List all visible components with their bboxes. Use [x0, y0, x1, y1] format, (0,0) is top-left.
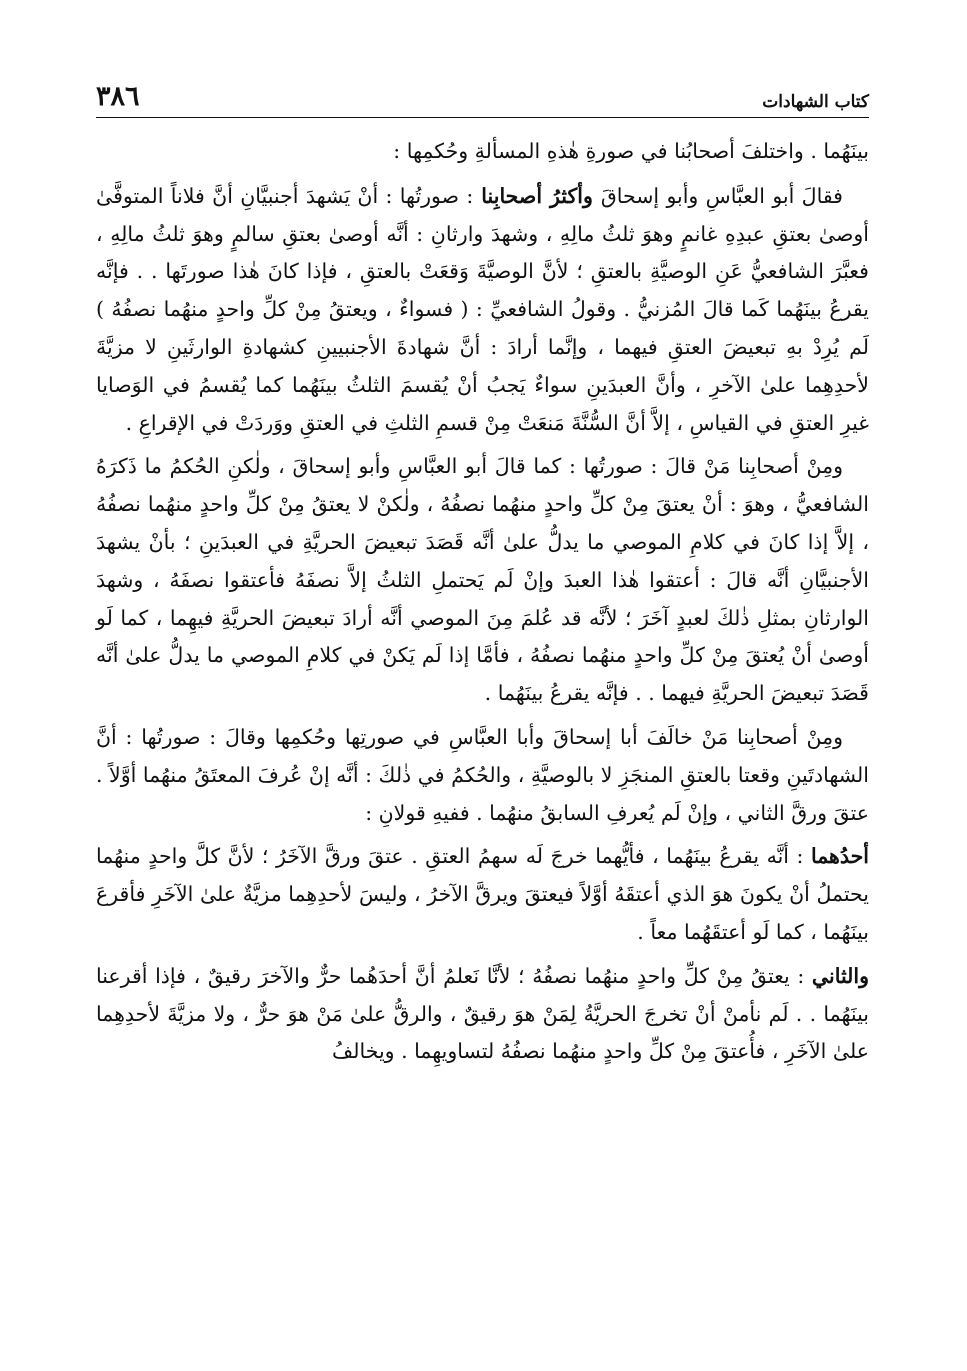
- book-title: كتاب الشهادات: [762, 92, 869, 112]
- paragraph: [96, 133, 869, 171]
- paragraph-lead: أحدُهما: [810, 844, 869, 869]
- paragraph-text: : يعتقُ مِنْ كلِّ واحدٍ منهُما نصفُهُ ؛ لأنَّا نَعلمُ أنَّ أحدَهُما حرٌّ والآخرَ رقيقٌ ، فإذا أقرعنا بينَهُما . . لَم نأمنْ أنْ تخرجَ الحريَّةُ لِمَنْ هوَ رقيقٌ ، والرقُّ علىٰ مَنْ هوَ حرٌّ ، ولا مزيَّةَ لأحدِهِما علىٰ الآخَرِ ، فأُعتقَ مِنْ كلِّ واحدٍ منهُما نصفُهُ لتساويهِما . ويخالفُ: [96, 963, 869, 1064]
- body-text: [96, 133, 869, 1077]
- paragraph: [96, 838, 869, 951]
- paragraph: [96, 958, 869, 1071]
- paragraph-text: بينَهُما . واختلفَ أصحابُنا في صورةِ هٰذهِ المسألةِ وحُكمِها :: [393, 139, 869, 163]
- paragraph-lead: والثاني: [811, 963, 869, 988]
- page-number: ٣٨٦: [96, 81, 140, 112]
- paragraph-text: : أنَّه يقرعُ بينَهُما ، فأيُّهما خرجَ لَه سهمُ العتقِ . عتقَ ورقَّ الآخَرُ ؛ لأنَّ كلَّ واحدٍ منهُما يحتملُ أنْ يكونَ هوَ الذي أعتقَهُ أوَّلاً فيعتقَ ويرقَّ الآخرُ ، وليسَ لأحدِهِما مزيَّةٌ علىٰ الآخَرِ فأقرعَ بينَهُما ، كما لَو أعتقَهُما معاً .: [96, 844, 869, 944]
- header-divider: [96, 117, 869, 118]
- emphasis-text: وأكثرُ أصحابِنا: [473, 183, 601, 208]
- paragraph: [96, 178, 869, 443]
- paragraph: [96, 719, 869, 832]
- paragraph-text: ومِنْ أصحابِنا مَنْ قالَ : صورتُها : كما قالَ أبو العبَّاسِ وأبو إسحاقَ ، ولٰكنِ الحُكمُ ما ذَكرَهُ الشافعيُّ ، وهوَ : أنْ يعتقَ مِنْ كلِّ واحدٍ منهُما نصفُهُ ، ولٰكنْ لا يعتقُ مِنْ كلِّ واحدٍ منهُما نصفُهُ ، إلاَّ إذا كانَ في كلامِ الموصي ما يدلُّ علىٰ أنَّه قَصَدَ تبعيضَ الحريَّةِ في العبدَينِ ؛ بأنْ يشهدَ الأجنبيَّانِ أنَّه قالَ : أعتقوا هٰذا العبدَ وإنْ لَم يَحتملِ الثلثُ إلاَّ نصفَهُ فأعتقوا نصفَهُ ، وشهدَ الوارثانِ بمثلِ ذٰلكَ لعبدٍ آخَرَ ؛ لأنَّه قد عُلمَ مِنَ الموصي أنَّه أرادَ تبعيضَ الحريَّةِ فيهِما ، كما لَو أوصىٰ أنْ يُعتقَ مِنْ كلِّ واحدٍ منهُما نصفُهُ ، فأمَّا إذا لَم يَكنْ في كلامِ الموصي ما يدلُّ علىٰ أنَّه قَصَدَ تبعيضَ الحريَّةِ فيهما . . فإنَّه يقرعُ بينَهُما .: [96, 454, 869, 706]
- paragraph-text: ومِنْ أصحابِنا مَنْ خالَفَ أبا إسحاقَ وأبا العبَّاسِ في صورتِها وحُكمِها وقالَ : صورتُها : أنَّ الشهادتَينِ وقعتا بالعتقِ المنجَزِ لا بالوصيَّةِ ، والحُكمُ في ذٰلكَ : أنَّه إنْ عُرفَ المعتَقُ منهُما أوَّلاً . عتقَ ورقَّ الثاني ، وإنْ لَم يُعرفِ السابقُ منهُما . ففيهِ قولانِ :: [96, 724, 869, 825]
- paragraph-text: : صورتُها : أنْ يَشهدَ أجنبيَّانِ أنَّ فلاناً المتوفَّىٰ أوصىٰ بعتقِ عبدِهِ غانمٍ وهوَ ثلثُ مالِهِ ، وشهدَ وارثانِ : أنَّه أوصىٰ بعتقِ سالمٍ وهوَ ثلثُ مالِهِ ، فعبَّرَ الشافعيُّ عَنِ الوصيَّةِ بالعتقِ ؛ لأنَّ الوصيَّةَ وَقعَتْ بالعتقِ ، فإذا كانَ هٰذا صورتَها . . فإنَّه يقرعُ بينَهُما كَما قالَ المُزنيُّ . وقولُ الشافعيِّ : ( فسواءٌ ، ويعتقُ مِنْ كلِّ واحدٍ منهُما نصفُهُ ) لَم يُرِدْ بهِ تبعيضَ العتقِ فيهما ، وإنَّما أرادَ : أنَّ شهادةَ الأجنبيينِ كشهادةِ الوارثَينِ لا مزيَّةَ لأحدِهِما علىٰ الآخرِ ، وأنَّ العبدَينِ سواءٌ يَجبُ أنْ يُقسمَ الثلثُ بينَهُما كما يُقسمُ في الوَصايا غيرِ العتقِ في القياسِ ، إلاَّ أنَّ السُّنَّةَ مَنعَتْ مِنْ قسمِ الثلثِ في العتقِ ووَردَتْ في الإقراعِ .: [96, 183, 869, 435]
- page-header: [96, 78, 869, 112]
- paragraph-text: فقالَ أبو العبَّاسِ وأبو إسحاقَ: [600, 183, 843, 208]
- paragraph: [96, 448, 869, 713]
